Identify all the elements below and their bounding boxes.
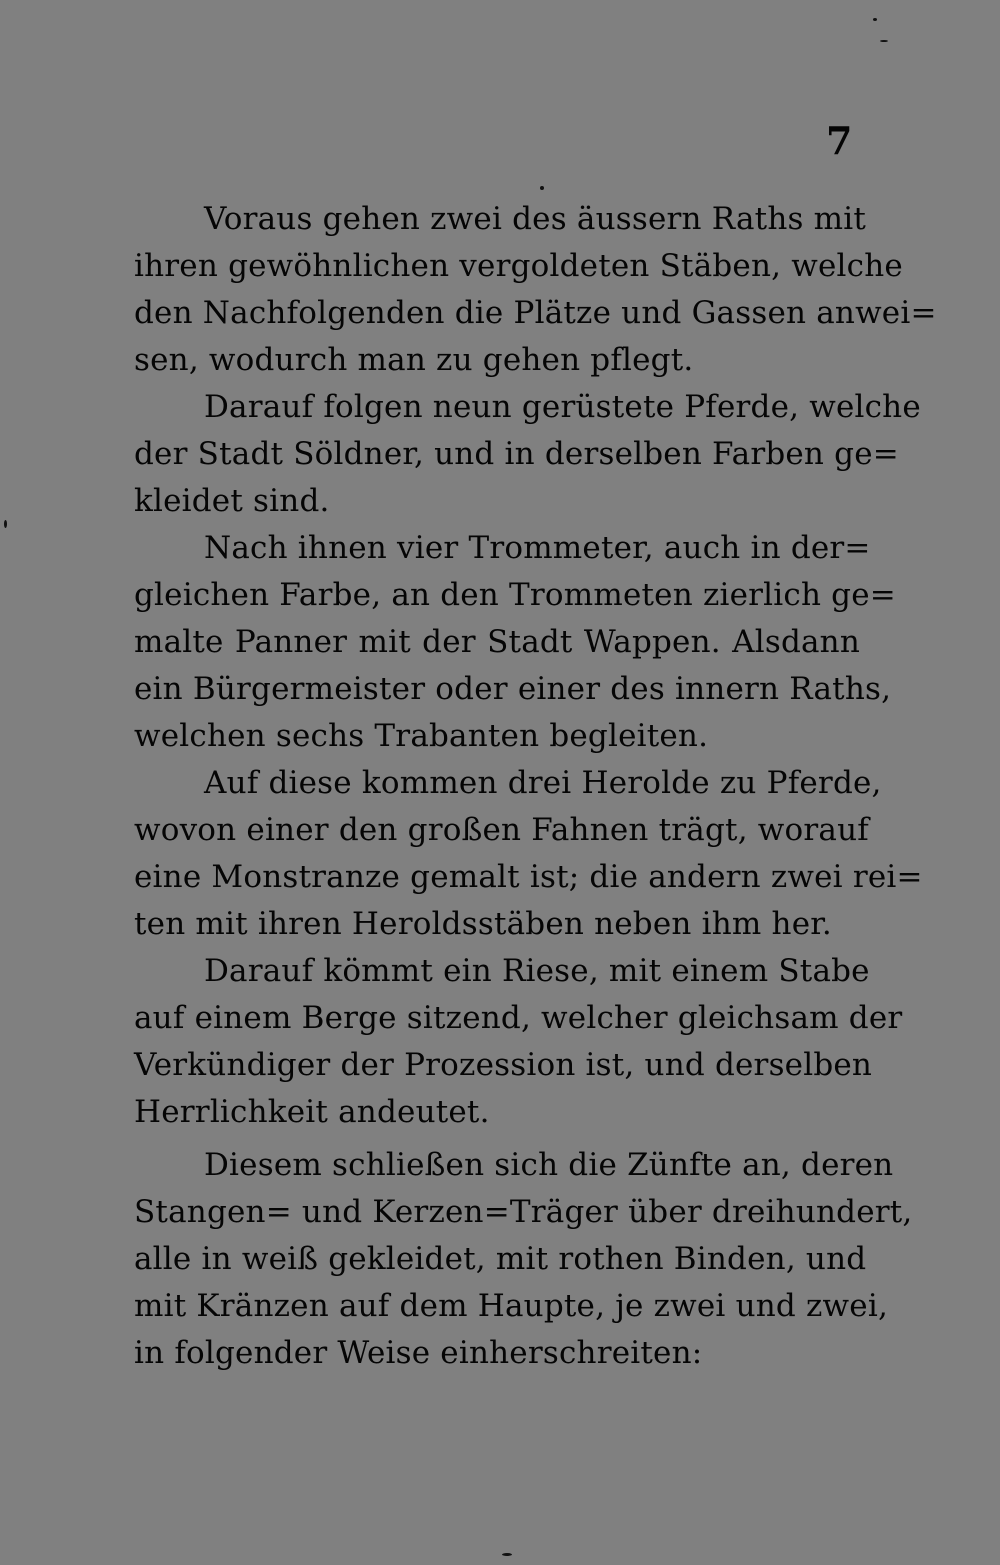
text-line: malte Panner mit der Stadt Wappen. Alsdann: [134, 624, 860, 660]
text-line: Stangen= und Kerzen=Träger über dreihundert,: [134, 1194, 913, 1230]
paragraph-2: [134, 384, 921, 525]
paragraph-4: [134, 760, 923, 948]
scan-speck: [540, 186, 544, 190]
text-line: Darauf kömmt ein Riese, mit einem Stabe: [204, 953, 870, 989]
page-number: 7: [826, 118, 853, 163]
text-line: Nach ihnen vier Trommeter, auch in der=: [204, 530, 871, 566]
text-line: ein Bürgermeister oder einer des innern Raths,: [134, 671, 892, 707]
paragraph-5: [134, 948, 903, 1136]
text-line: wovon einer den großen Fahnen trägt, worauf: [134, 812, 869, 848]
text-line: der Stadt Söldner, und in derselben Farben ge=: [134, 436, 899, 472]
text-line: sen, wodurch man zu gehen pflegt.: [134, 342, 694, 378]
text-line: gleichen Farbe, an den Trommeten zierlich ge=: [134, 577, 896, 613]
text-line: Darauf folgen neun gerüstete Pferde, welche: [204, 389, 921, 425]
text-line: Verkündiger der Prozession ist, und derselben: [134, 1047, 873, 1083]
body-text: [134, 196, 937, 1377]
scan-speck: [502, 1553, 512, 1556]
text-line: Auf diese kommen drei Herolde zu Pferde,: [204, 765, 882, 801]
text-line: auf einem Berge sitzend, welcher gleichsam der: [134, 1000, 903, 1036]
text-line: den Nachfolgenden die Plätze und Gassen anwei=: [134, 295, 937, 331]
text-line: kleidet sind.: [134, 483, 330, 519]
paragraph-3: [134, 525, 896, 760]
text-line: in folgender Weise einherschreiten:: [134, 1335, 703, 1371]
text-line: ten mit ihren Heroldsstäben neben ihm her.: [134, 906, 832, 942]
paragraph-1: [134, 196, 937, 384]
scan-speck: [873, 18, 877, 21]
text-line: Voraus gehen zwei des äussern Raths mit: [204, 201, 867, 237]
text-line: welchen sechs Trabanten begleiten.: [134, 718, 709, 754]
text-line: mit Kränzen auf dem Haupte, je zwei und zwei,: [134, 1288, 888, 1324]
scan-speck: [880, 40, 888, 42]
text-line: Herrlichkeit andeutet.: [134, 1094, 490, 1130]
paragraph-6: [134, 1142, 913, 1377]
text-line: eine Monstranze gemalt ist; die andern zwei rei=: [134, 859, 923, 895]
text-line: alle in weiß gekleidet, mit rothen Binden, und: [134, 1241, 867, 1277]
text-line: ihren gewöhnlichen vergoldeten Stäben, welche: [134, 248, 903, 284]
text-line: Diesem schließen sich die Zünfte an, deren: [204, 1147, 894, 1183]
scan-speck: [4, 520, 7, 528]
